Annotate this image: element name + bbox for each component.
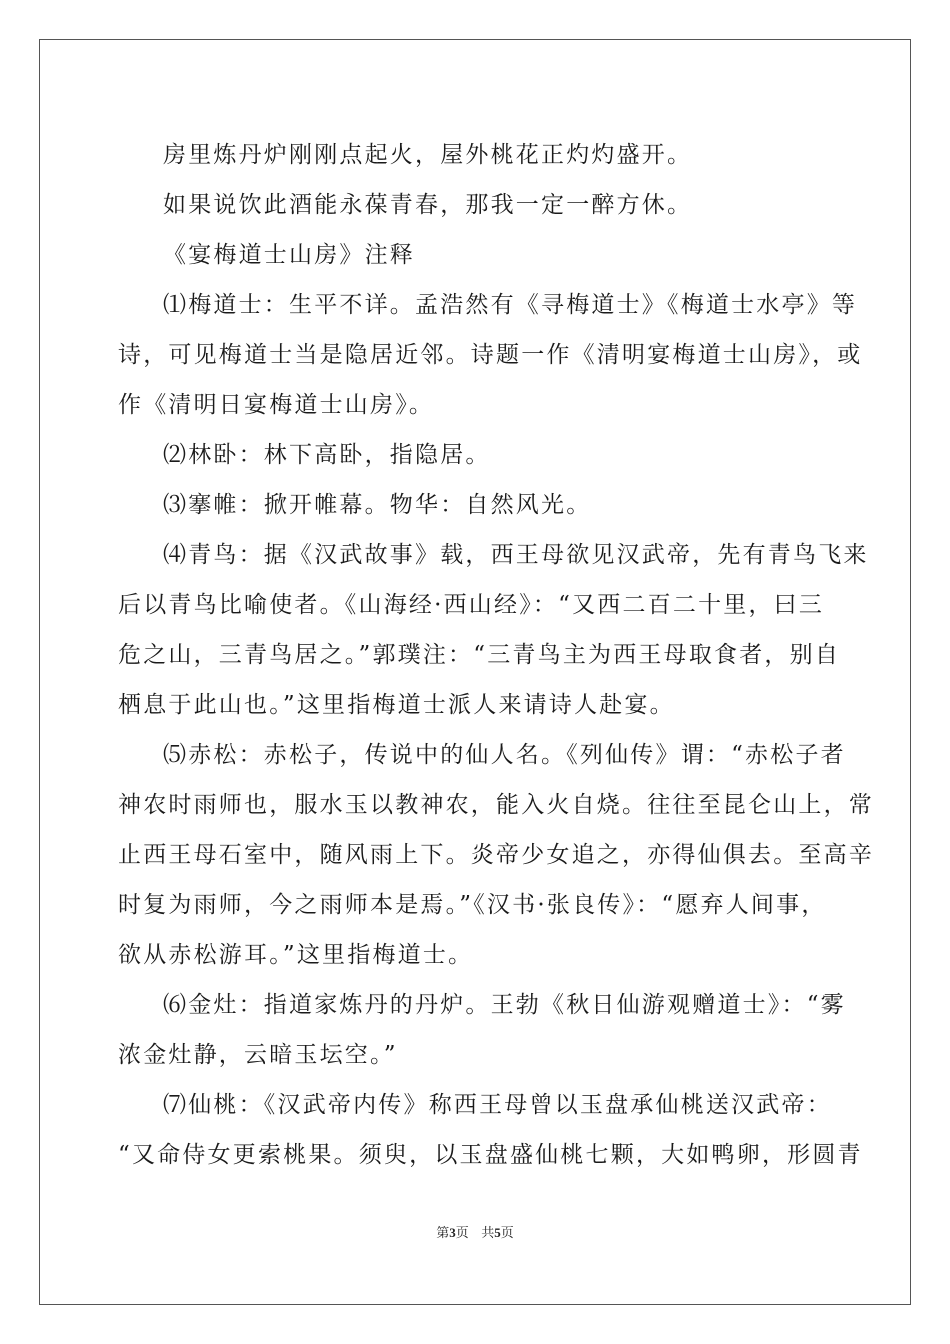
paragraph-line: 浓金灶静，云暗玉坛空。” — [118, 1042, 398, 1068]
paragraph-line: 栖息于此山也。”这里指梅道士派人来请诗人赴宴。 — [118, 692, 675, 718]
page-label-prefix: 第 — [436, 1226, 450, 1241]
paragraph-line: 诗，可见梅道士当是隐居近邻。诗题一作《清明宴梅道士山房》，或 — [118, 342, 863, 368]
page-label-suffix: 页 — [455, 1226, 469, 1241]
paragraph-line: 如果说饮此酒能永葆青春，那我一定一醉方休。 — [163, 192, 693, 218]
paragraph-line: 止西王母石室中，随风雨上下。炎帝少女追之，亦得仙俱去。至高辛 — [118, 842, 874, 868]
page-number: 3 — [449, 1225, 456, 1240]
total-pages: 5 — [494, 1225, 501, 1240]
paragraph-line: 神农时雨师也，服水玉以教神农，能入火自烧。往往至昆仑山上，常 — [118, 792, 874, 818]
paragraph-line: 时复为雨师，今之雨师本是焉。”《汉书·张良传》：“愿弃人间事， — [118, 892, 827, 918]
paragraph-line: ⑵林卧：林下高卧，指隐居。 — [163, 442, 491, 468]
paragraph-line: 房里炼丹炉刚刚点起火，屋外桃花正灼灼盛开。 — [163, 142, 693, 168]
paragraph-line: 危之山，三青鸟居之。”郭璞注：“三青鸟主为西王母取食者，别自 — [118, 642, 841, 668]
paragraph-line: “又命侍女更索桃果。须臾，以玉盘盛仙桃七颗，大如鸭卵，形圆青 — [118, 1142, 863, 1168]
paragraph-line: ⑹金灶：指道家炼丹的丹炉。王勃《秋日仙游观赠道士》：“雾 — [163, 992, 846, 1018]
total-label-suffix: 页 — [500, 1226, 514, 1241]
paragraph-line: ⑴梅道士：生平不详。孟浩然有《寻梅道士》《梅道士水亭》等 — [163, 292, 858, 318]
paragraph-line: 欲从赤松游耳。”这里指梅道士。 — [118, 942, 474, 968]
paragraph-line: ⑷青鸟：据《汉武故事》载，西王母欲见汉武帝，先有青鸟飞来 — [163, 542, 869, 568]
paragraph-line: 后以青鸟比喻使者。《山海经·西山经》：“又西二百二十里，曰三 — [118, 592, 825, 618]
paragraph-line: 作《清明日宴梅道士山房》。 — [118, 392, 435, 418]
section-heading: 《宴梅道士山房》注释 — [163, 242, 415, 268]
paragraph-line: ⑶搴帷：掀开帷幕。物华：自然风光。 — [163, 492, 592, 518]
paragraph-line: ⑸赤松：赤松子，传说中的仙人名。《列仙传》谓：“赤松子者 — [163, 742, 846, 768]
page-footer — [0, 1222, 950, 1241]
paragraph-line: ⑺仙桃：《汉武帝内传》称西王母曾以玉盘承仙桃送汉武帝： — [163, 1092, 832, 1118]
total-label-prefix: 共 — [481, 1226, 495, 1241]
